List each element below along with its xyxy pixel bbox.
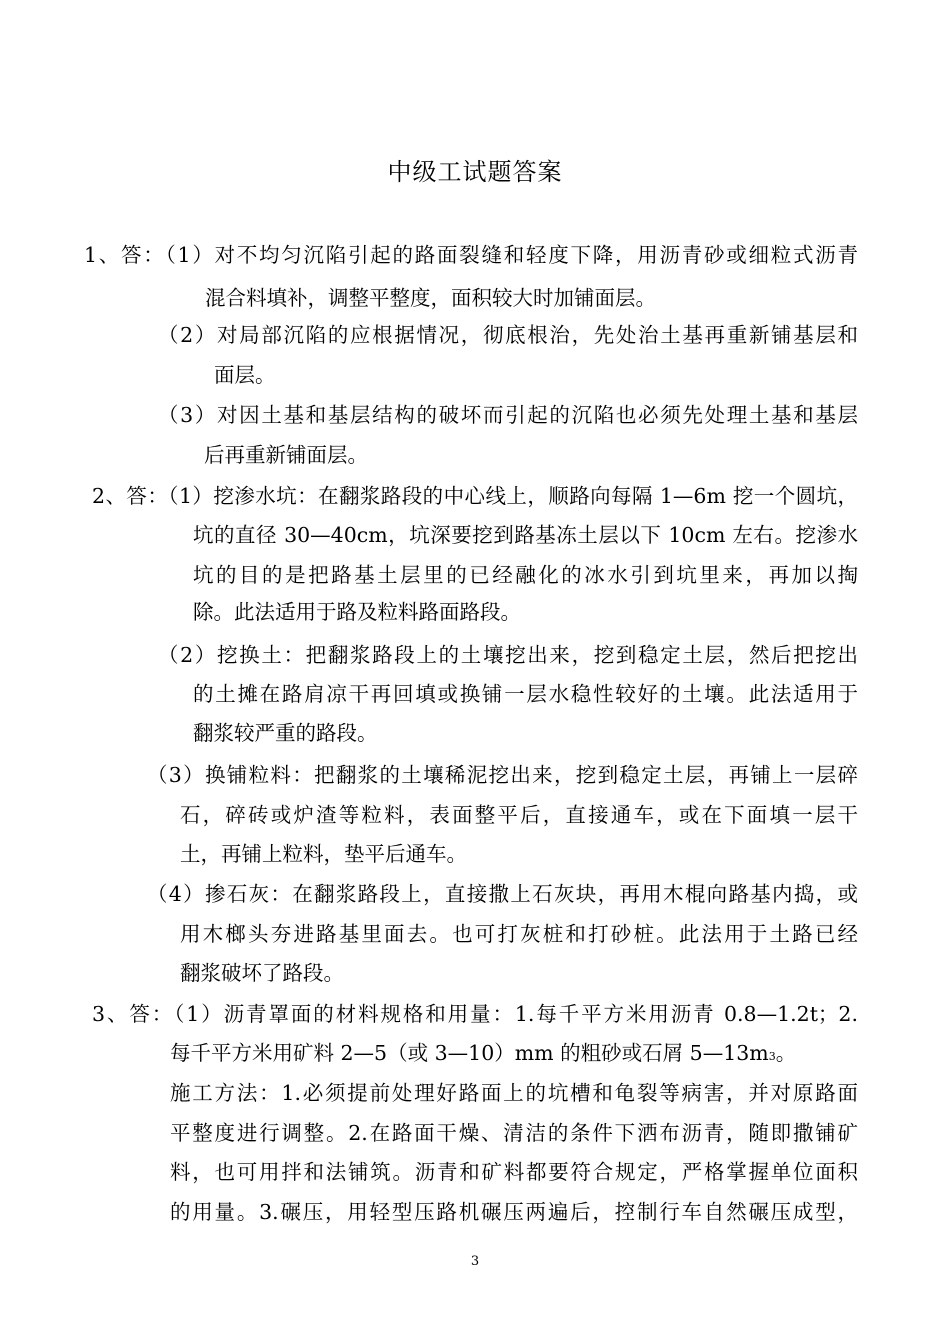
text-line: 面层。	[214, 363, 276, 387]
text-line: （3）换铺粒料：把翻浆的土壤稀泥挖出来，挖到稳定土层，再铺上一层碎	[147, 763, 858, 787]
text-run: 每千平方米用矿料 2—5（或 3—10）mm 的粗砂或石屑 5—13m	[170, 1041, 769, 1065]
text-line: 用木榔头夯进路基里面去。也可打灰桩和打砂桩。此法用于土路已经	[180, 922, 858, 946]
text-line: （4）掺石灰：在翻浆路段上，直接撒上石灰块，再用木棍向路基内捣，或	[147, 882, 858, 906]
text-line: 料，也可用拌和法铺筑。沥青和矿料都要符合规定，严格掌握单位面积	[170, 1160, 858, 1184]
text-line: 的土摊在路肩凉干再回填或换铺一层水稳性较好的土壤。此法适用于	[193, 682, 858, 706]
text-line: 混合料填补，调整平整度，面积较大时加铺面层。	[205, 286, 656, 310]
text-line: 3、答：（1）沥青罩面的材料规格和用量：1.每千平方米用沥青 0.8—1.2t；2.	[92, 1002, 858, 1026]
page-number: 3	[470, 1254, 480, 1269]
text-line: 翻浆破坏了路段。	[180, 961, 344, 985]
superscript: 3	[768, 1050, 776, 1063]
text-line: 平整度进行调整。2.在路面干燥、清洁的条件下洒布沥青，随即撒铺矿	[170, 1121, 858, 1145]
text-line: 土，再铺上粒料，垫平后通车。	[180, 842, 467, 866]
text-line: 的用量。3.碾压，用轻型压路机碾压两遍后，控制行车自然碾压成型，	[170, 1200, 858, 1224]
text-line: 2、答：（1）挖渗水坑：在翻浆路段的中心线上，顺路向每隔 1—6m 挖一个圆坑，	[92, 484, 858, 508]
text-line: （2）挖换土：把翻浆路段上的土壤挖出来，挖到稳定土层，然后把挖出	[158, 643, 858, 667]
text-line: 后再重新铺面层。	[204, 443, 368, 467]
text-line	[170, 1038, 796, 1072]
text-line: 坑的直径 30—40cm，坑深要挖到路基冻土层以下 10cm 左右。挖渗水	[193, 523, 858, 547]
text-line: 翻浆较严重的路段。	[193, 721, 378, 745]
page-title: 中级工试题答案	[387, 158, 563, 186]
text-line: （3）对因土基和基层结构的破坏而引起的沉陷也必须先处理土基和基层	[158, 403, 858, 427]
text-line: 石，碎砖或炉渣等粒料，表面整平后，直接通车，或在下面填一层干	[180, 803, 858, 827]
text-line: 施工方法：1.必须提前处理好路面上的坑槽和龟裂等病害，并对原路面	[170, 1081, 858, 1105]
text-line: （2）对局部沉陷的应根据情况，彻底根治，先处治土基再重新铺基层和	[158, 323, 858, 347]
text-line: 除。此法适用于路及粒料路面路段。	[193, 600, 521, 624]
text-line: 1、答：（1）对不均匀沉陷引起的路面裂缝和轻度下降，用沥青砂或细粒式沥青	[84, 243, 858, 267]
text-run: 。	[775, 1041, 797, 1065]
text-line: 坑的目的是把路基土层里的已经融化的冰水引到坑里来，再加以掏	[193, 563, 858, 587]
